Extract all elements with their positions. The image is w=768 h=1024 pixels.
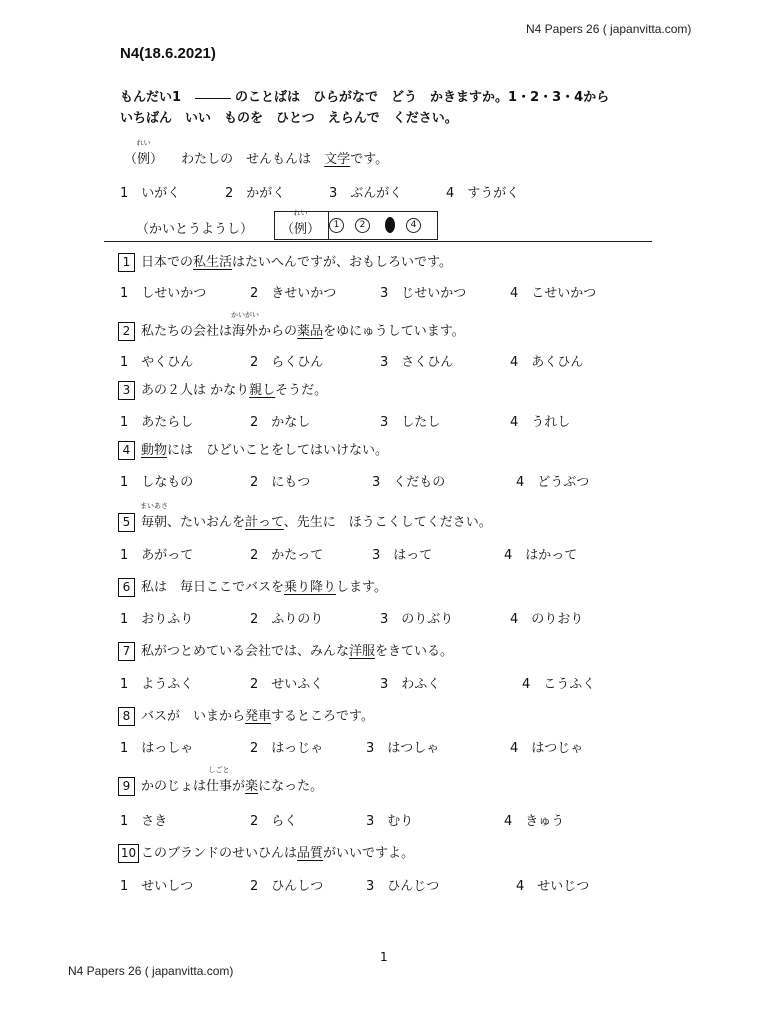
answer-sheet-example-box <box>274 211 438 240</box>
question-ruby-word <box>206 766 233 794</box>
example-sentence-post: です。 <box>350 152 389 167</box>
question-target-word: 品質 <box>297 846 324 861</box>
question-text-post: そうだ。 <box>275 383 328 398</box>
answer-sheet-label: （かいとうようし） <box>136 222 254 237</box>
instructions-blank <box>195 98 231 99</box>
question-number-box: 7 <box>118 642 135 661</box>
question-text-post: するところです。 <box>271 709 374 724</box>
question-target-word: 動物 <box>141 443 168 458</box>
example-option: 3 ぶんがく <box>329 186 403 201</box>
question-2-option: 3 さくひん <box>380 355 454 370</box>
question-6-option: 2 ふりのり <box>250 612 324 627</box>
question-target-word: 楽 <box>245 779 259 794</box>
question-10-option: 1 せいしつ <box>120 879 194 894</box>
question-1-option: 3 じせいかつ <box>380 286 467 301</box>
question-5-option: 2 かたって <box>250 548 324 563</box>
question-1-option: 4 こせいかつ <box>510 286 597 301</box>
question-4-option: 3 くだもの <box>372 475 446 490</box>
question-3-option: 1 あたらし <box>120 415 194 430</box>
example-option: 2 かがく <box>225 186 286 201</box>
question-2 <box>118 311 465 341</box>
question-ruby-base: 仕事 <box>206 779 233 794</box>
question-ruby-reading: まいあさ <box>140 502 168 510</box>
question-8 <box>118 705 374 726</box>
question-1-option: 1 しせいかつ <box>120 286 207 301</box>
question-2-option: 1 やくひん <box>120 355 194 370</box>
question-text-pre: かのじょは <box>141 779 207 794</box>
question-ruby-word <box>140 502 168 530</box>
question-7 <box>118 640 453 661</box>
question-number-box: 5 <box>118 513 135 532</box>
question-9 <box>118 766 324 796</box>
question-3 <box>118 379 327 400</box>
example-option: 4 すうがく <box>446 186 520 201</box>
answer-bubble-2: 2 <box>355 218 370 233</box>
question-text-post: をゆにゅうしています。 <box>323 324 465 339</box>
question-8-option: 2 はっじゃ <box>250 741 324 756</box>
instructions-prefix: もんだい1 <box>120 90 182 105</box>
question-ruby-base: 海外 <box>232 324 259 339</box>
question-text-post: 、先生に ほうこくしてください。 <box>283 515 492 530</box>
question-target-word: 私生活 <box>193 255 233 270</box>
question-text-pre: このブランドのせいひんは <box>141 846 298 861</box>
question-ruby-reading: しごと <box>208 766 230 774</box>
question-target-word: 親し <box>249 383 276 398</box>
question-2-option: 4 あくひん <box>510 355 584 370</box>
question-8-option: 1 はっしゃ <box>120 741 194 756</box>
section-divider <box>104 241 652 242</box>
question-1 <box>118 251 452 272</box>
question-5-option: 1 あがって <box>120 548 194 563</box>
question-ruby-word <box>231 311 260 339</box>
question-number-box: 8 <box>118 707 135 726</box>
question-10-option: 4 せいじつ <box>516 879 590 894</box>
answer-box-label-text: （例） <box>281 222 321 237</box>
question-number-box: 1 <box>118 253 135 272</box>
answer-bubble-4: 4 <box>406 218 421 233</box>
question-text-pre: 私は 毎日ここでバスを <box>141 580 285 595</box>
question-8-option: 3 はつしゃ <box>366 741 440 756</box>
question-text-post: をきている。 <box>375 644 454 659</box>
answer-box-label <box>281 209 321 237</box>
example-label-ruby: れい <box>136 139 151 147</box>
question-text-post: には ひどいことをしてはいけない。 <box>167 443 389 458</box>
page-footer-source: N4 Papers 26 ( japanvitta.com) <box>68 964 234 978</box>
answer-bubble-3-filled <box>385 217 395 233</box>
question-number-box: 3 <box>118 381 135 400</box>
question-text-mid: からの <box>258 324 298 339</box>
question-text-pre: 私がつとめている会社では、みんな <box>141 644 350 659</box>
question-text-post: します。 <box>336 580 387 595</box>
question-9-option: 2 らく <box>250 814 298 829</box>
answer-box-label-ruby: れい <box>293 209 308 217</box>
question-4 <box>118 439 388 460</box>
question-4-option: 1 しなもの <box>120 475 194 490</box>
question-text-post: がいいですよ。 <box>323 846 415 861</box>
question-9-option: 4 きゅう <box>504 814 565 829</box>
question-text-pre: 日本での <box>141 255 194 270</box>
question-4-option: 4 どうぶつ <box>516 475 590 490</box>
question-9-option: 1 さき <box>120 814 168 829</box>
question-6-option: 4 のりおり <box>510 612 584 627</box>
question-text-post: はたいへんですが、おもしろいです。 <box>232 255 452 270</box>
question-text-post: になった。 <box>258 779 324 794</box>
question-target-word: 発車 <box>245 709 272 724</box>
question-7-option: 4 こうふく <box>522 677 596 692</box>
question-7-option: 3 わふく <box>380 677 441 692</box>
question-3-option: 4 うれし <box>510 415 571 430</box>
question-target-word: 洋服 <box>349 644 376 659</box>
page-title: N4(18.6.2021) <box>120 45 216 62</box>
question-text-pre: あの２人は かなり <box>141 383 250 398</box>
question-8-option: 4 はつじゃ <box>510 741 584 756</box>
answer-bubble-1: 1 <box>329 218 344 233</box>
page-number: 1 <box>380 950 388 964</box>
question-number-box: 4 <box>118 441 135 460</box>
question-10 <box>118 842 414 863</box>
question-text-mid: が <box>232 779 246 794</box>
example-option: 1 いがく <box>120 186 181 201</box>
question-4-option: 2 にもつ <box>250 475 311 490</box>
page-header-source: N4 Papers 26 ( japanvitta.com) <box>526 22 692 36</box>
question-text-pre: バスが いまから <box>141 709 246 724</box>
instructions-line-2: いちばん いい ものを ひとつ えらんで ください。 <box>120 111 458 126</box>
question-target-word: 乗り降り <box>284 580 337 595</box>
question-9-option: 3 むり <box>366 814 414 829</box>
example-label-text: （例） <box>124 152 164 167</box>
question-6-option: 3 のりぶり <box>380 612 454 627</box>
example-sentence <box>124 139 389 167</box>
question-text-pre: 私たちの会社は <box>141 324 233 339</box>
question-7-option: 1 ようふく <box>120 677 194 692</box>
question-target-word: 計って <box>245 515 284 530</box>
question-5-option: 3 はって <box>372 548 433 563</box>
question-6-option: 1 おりふり <box>120 612 194 627</box>
instructions-line-1-text: のことばは ひらがなで どう かきますか。1・2・3・4から <box>235 90 610 105</box>
question-7-option: 2 せいふく <box>250 677 324 692</box>
question-2-option: 2 らくひん <box>250 355 324 370</box>
question-1-option: 2 きせいかつ <box>250 286 337 301</box>
question-number-box: 6 <box>118 578 135 597</box>
example-sentence-pre: わたしの せんもんは <box>181 152 325 167</box>
question-3-option: 2 かなし <box>250 415 311 430</box>
question-10-option: 2 ひんしつ <box>250 879 324 894</box>
instructions-line-1 <box>120 87 609 109</box>
question-target-word: 薬品 <box>297 324 324 339</box>
question-6 <box>118 576 387 597</box>
example-label <box>124 139 164 167</box>
question-3-option: 3 したし <box>380 415 441 430</box>
question-text-pre: 、たいおんを <box>167 515 246 530</box>
question-number-box: 10 <box>118 844 139 863</box>
question-number-box: 9 <box>118 777 135 796</box>
question-5-option: 4 はかって <box>504 548 578 563</box>
question-5 <box>118 502 492 532</box>
question-10-option: 3 ひんじつ <box>366 879 440 894</box>
question-ruby-base: 毎朝 <box>141 515 168 530</box>
question-number-box: 2 <box>118 322 135 341</box>
question-ruby-reading: かいがい <box>231 311 260 319</box>
example-target-word: 文学 <box>324 152 351 167</box>
